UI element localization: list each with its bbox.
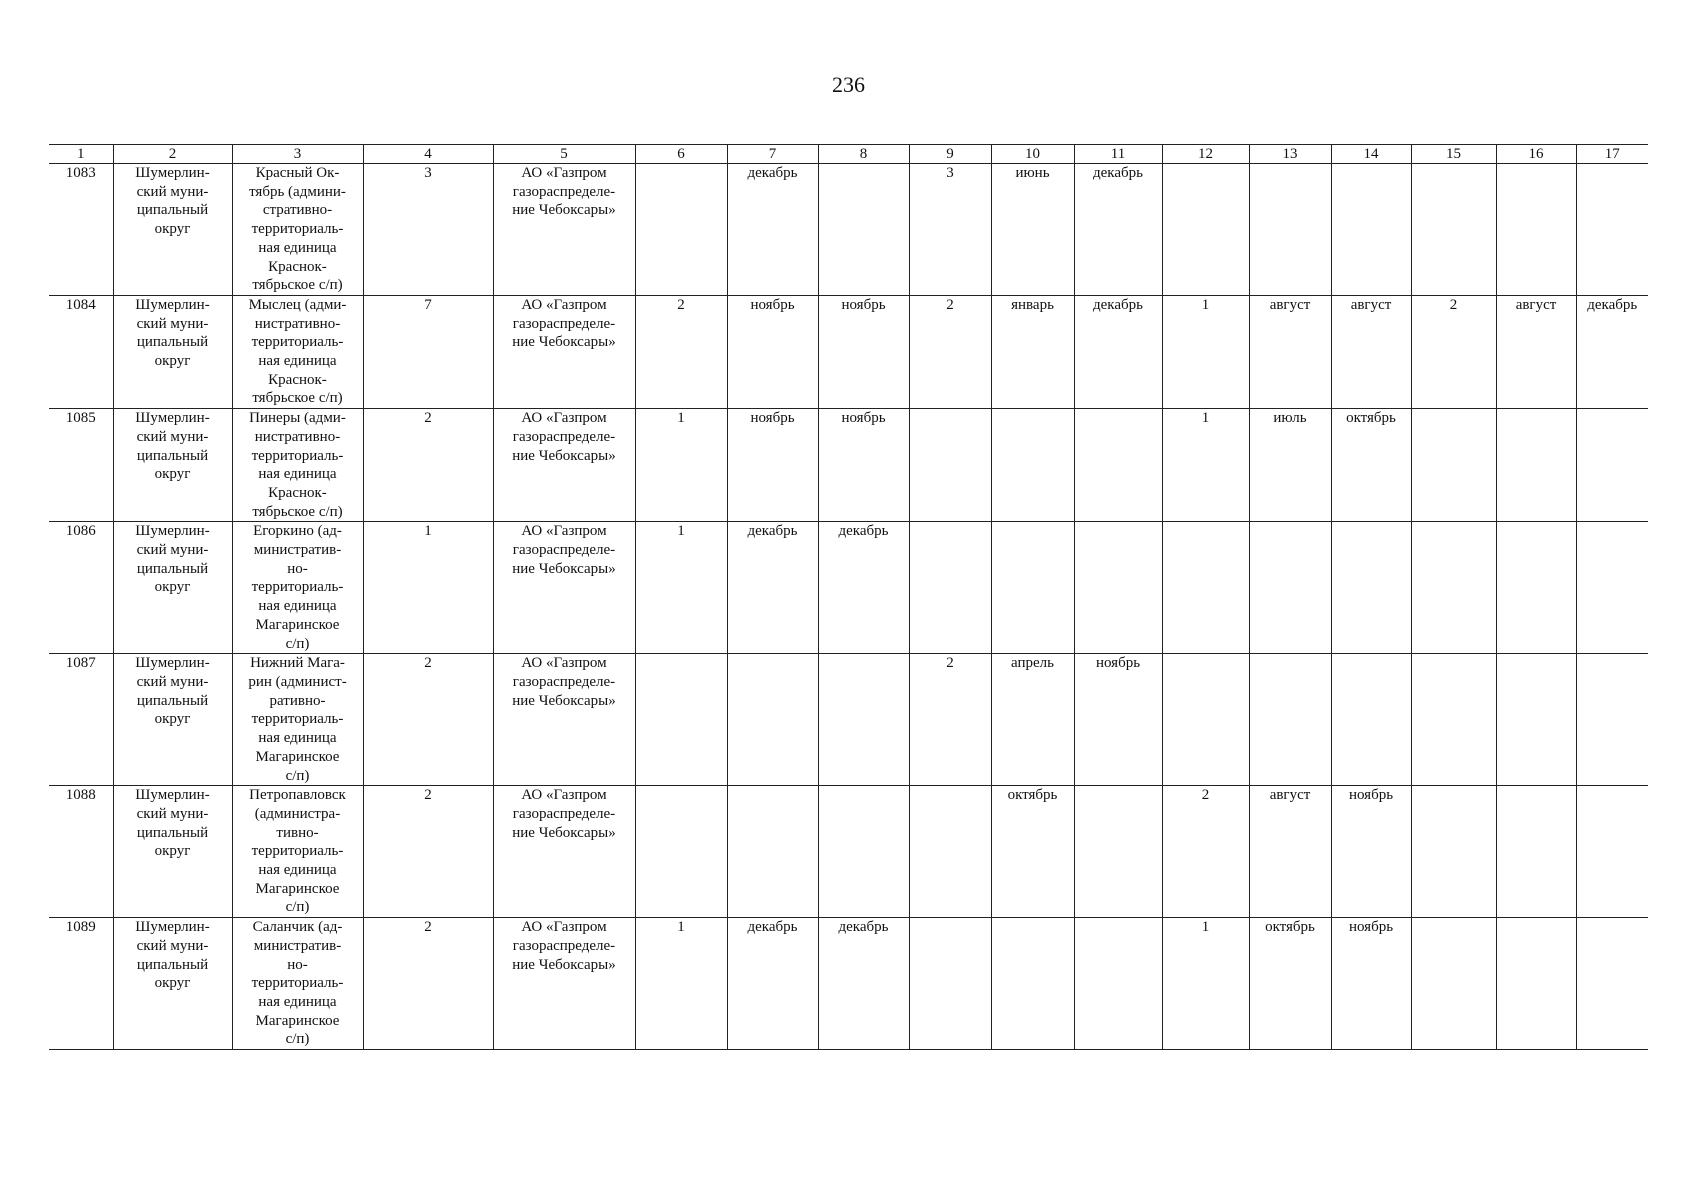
table-body [49,164,1648,1050]
table-cell: ноябрь [727,295,818,408]
column-header: 3 [232,145,363,164]
table-cell: Шумерлин- ский муни- ципальный округ [113,786,232,918]
table-cell [991,918,1074,1050]
table-cell: 1 [635,918,727,1050]
table-cell: Саланчик (ад- министратив- но- территориаль- ная единица Магаринское с/п) [232,918,363,1050]
table-row [49,522,1648,654]
table-cell: 1 [635,522,727,654]
table-cell: Пинеры (адми- нистративно- территориаль- ная единица Краснок- тябрьское с/п) [232,409,363,522]
table-cell [1162,654,1249,786]
table-cell: 3 [909,164,991,296]
table-cell: Шумерлин- ский муни- ципальный округ [113,295,232,408]
table-cell [1411,409,1496,522]
column-header: 16 [1496,145,1576,164]
table-cell: 7 [363,295,493,408]
column-header: 13 [1249,145,1331,164]
table-cell: декабрь [1074,295,1162,408]
table-cell: 1083 [49,164,113,296]
table-cell: декабрь [727,918,818,1050]
table-cell: АО «Газпром газораспределе- ние Чебоксары» [493,164,635,296]
table-cell: 3 [363,164,493,296]
table-row [49,786,1648,918]
table-cell [1576,654,1648,786]
table-cell [1576,918,1648,1050]
table-cell [635,164,727,296]
table-cell [635,654,727,786]
table-cell: октябрь [1331,409,1411,522]
table-cell: 2 [363,786,493,918]
table-cell [727,786,818,918]
column-header: 11 [1074,145,1162,164]
table-cell: 1089 [49,918,113,1050]
column-header: 5 [493,145,635,164]
column-header: 10 [991,145,1074,164]
table-cell [1074,918,1162,1050]
table-cell [1162,164,1249,296]
table-row [49,918,1648,1050]
table-cell: ноябрь [727,409,818,522]
table-cell: декабрь [1576,295,1648,408]
column-header: 1 [49,145,113,164]
table-cell: 1 [1162,409,1249,522]
table-cell: АО «Газпром газораспределе- ние Чебоксары» [493,295,635,408]
table-cell [1331,164,1411,296]
table-cell: Петропавловск (администра- тивно- территориаль- ная единица Магаринское с/п) [232,786,363,918]
table-cell: декабрь [727,164,818,296]
table-cell: 1 [363,522,493,654]
table-cell [1496,164,1576,296]
table-cell [909,522,991,654]
table-cell [1576,522,1648,654]
column-header: 7 [727,145,818,164]
table-cell [1074,409,1162,522]
table-cell [1496,409,1576,522]
table-cell [1074,522,1162,654]
table-cell [1411,918,1496,1050]
column-header: 9 [909,145,991,164]
column-header: 8 [818,145,909,164]
table-cell: 1 [635,409,727,522]
table-cell: 2 [363,654,493,786]
column-header: 17 [1576,145,1648,164]
table-cell: Красный Ок- тябрь (админи- стративно- территориаль- ная единица Краснок- тябрьское с/п) [232,164,363,296]
table-cell [1074,786,1162,918]
table-row [49,409,1648,522]
table-cell [818,164,909,296]
table-cell: АО «Газпром газораспределе- ние Чебоксары» [493,409,635,522]
table-cell: 2 [635,295,727,408]
table-cell: АО «Газпром газораспределе- ние Чебоксары» [493,522,635,654]
table-cell: 2 [1162,786,1249,918]
table-cell: август [1249,786,1331,918]
column-header: 6 [635,145,727,164]
table-cell [727,654,818,786]
table-cell: АО «Газпром газораспределе- ние Чебоксары» [493,786,635,918]
table-cell: июль [1249,409,1331,522]
table-cell [1496,654,1576,786]
table-cell: ноябрь [1074,654,1162,786]
table-cell [1411,786,1496,918]
table-cell: АО «Газпром газораспределе- ние Чебоксары» [493,918,635,1050]
table-cell: ноябрь [818,409,909,522]
table-cell: 1086 [49,522,113,654]
table-cell [1576,409,1648,522]
table-cell [1249,522,1331,654]
table-cell: Егоркино (ад- министратив- но- территориаль- ная единица Магаринское с/п) [232,522,363,654]
table-cell [1496,918,1576,1050]
column-header: 15 [1411,145,1496,164]
table-cell: 1 [1162,295,1249,408]
column-header: 14 [1331,145,1411,164]
table-cell: август [1249,295,1331,408]
table-cell: ноябрь [1331,918,1411,1050]
table-cell: январь [991,295,1074,408]
table-cell [1249,654,1331,786]
table-cell [1162,522,1249,654]
table-cell: июнь [991,164,1074,296]
table-cell [818,786,909,918]
table-cell [991,409,1074,522]
table-cell: Нижний Мага- рин (админист- ративно- территориаль- ная единица Магаринское с/п) [232,654,363,786]
table-cell: Шумерлин- ский муни- ципальный округ [113,522,232,654]
table-cell [991,522,1074,654]
table-cell: 1 [1162,918,1249,1050]
table-cell [909,918,991,1050]
table-cell: 2 [909,654,991,786]
table-cell [1411,522,1496,654]
table-cell: октябрь [991,786,1074,918]
table-cell [1249,164,1331,296]
table-cell: Шумерлин- ский муни- ципальный округ [113,918,232,1050]
table-cell: 1084 [49,295,113,408]
gasification-schedule-table [49,144,1648,1050]
table-cell [1331,654,1411,786]
table-cell: декабрь [1074,164,1162,296]
page-number: 236 [832,72,865,97]
table-cell [909,409,991,522]
table-cell: апрель [991,654,1074,786]
table-cell: ноябрь [818,295,909,408]
table-cell: АО «Газпром газораспределе- ние Чебоксары» [493,654,635,786]
table-cell: декабрь [727,522,818,654]
table-cell [1331,522,1411,654]
table-cell: 2 [363,918,493,1050]
table-cell: Мыслец (адми- нистративно- территориаль- ная единица Краснок- тябрьское с/п) [232,295,363,408]
table-cell: 2 [363,409,493,522]
table-row [49,654,1648,786]
table-cell [818,654,909,786]
column-header: 4 [363,145,493,164]
table-cell: 1087 [49,654,113,786]
table-cell: 2 [1411,295,1496,408]
table-cell [1496,522,1576,654]
table-cell [1576,164,1648,296]
table-cell: ноябрь [1331,786,1411,918]
column-number-row [49,145,1648,164]
table-row [49,164,1648,296]
table-cell [909,786,991,918]
table-cell: август [1496,295,1576,408]
table-cell: Шумерлин- ский муни- ципальный округ [113,164,232,296]
table-cell: 1085 [49,409,113,522]
table-cell: декабрь [818,918,909,1050]
table-cell: декабрь [818,522,909,654]
table-cell: октябрь [1249,918,1331,1050]
column-header: 12 [1162,145,1249,164]
table-cell: Шумерлин- ский муни- ципальный округ [113,654,232,786]
table-cell: август [1331,295,1411,408]
table-row [49,295,1648,408]
table-cell [1411,654,1496,786]
table-cell [1496,786,1576,918]
column-header: 2 [113,145,232,164]
table-cell: 2 [909,295,991,408]
table-cell [1411,164,1496,296]
table-cell [635,786,727,918]
table-cell: Шумерлин- ский муни- ципальный округ [113,409,232,522]
table-cell: 1088 [49,786,113,918]
table-cell [1576,786,1648,918]
